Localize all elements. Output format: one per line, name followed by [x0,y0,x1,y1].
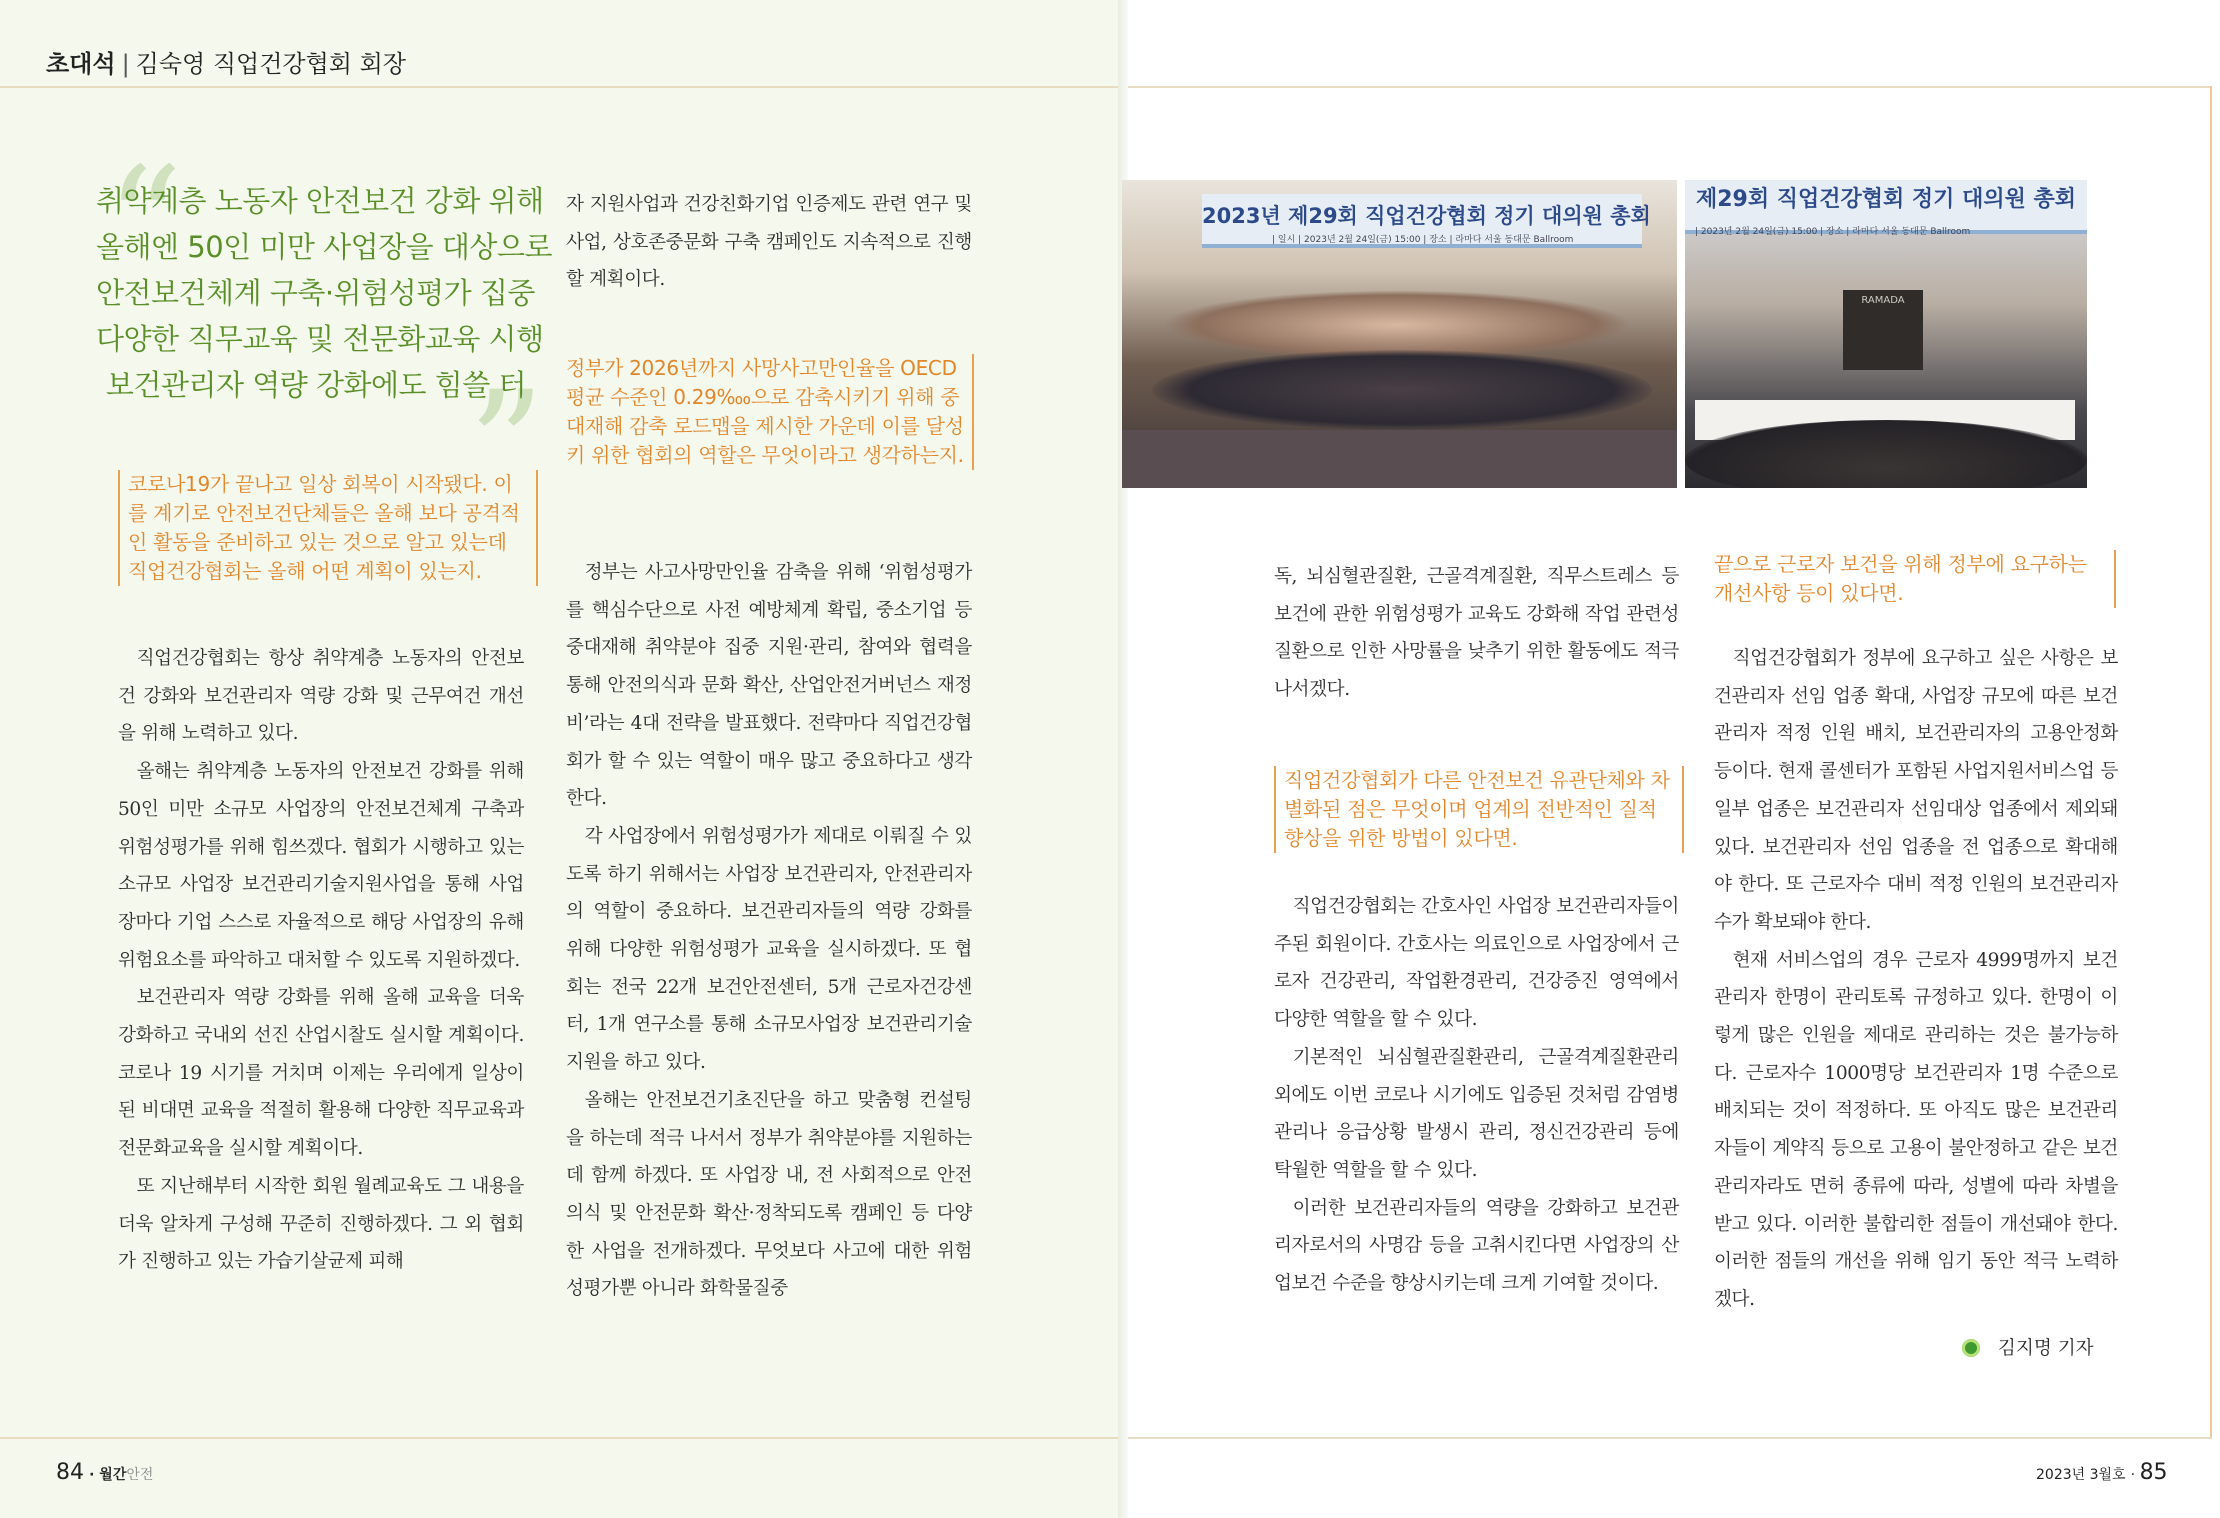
end-mark-icon [1962,1339,1980,1357]
question-2: 정부가 2026년까지 사망사고만인율을 OECD 평균 수준인 0.29‱으로 감축시키기 위해 중대재해 감축 로드맵을 제시한 가운데 이를 달성키 위한 협회의 역할은 무엇이라고 생각하는지. [566,354,974,470]
question-4: 끝으로 근로자 보건을 위해 정부에 요구하는 개선사항 등이 있다면. [1714,550,2116,608]
paragraph: 직업건강협회가 정부에 요구하고 싶은 사항은 보건관리자 선임 업종 확대, 사업장 규모에 따른 보건관리자 적정 인원 배치, 보건관리자의 고용안정화 등이다. 현재 콜센터가 포함된 사업지원서비스업 등 일부 업종은 보건관리자 선임대상 업종에서 제외돼 있다. 보건관리자 선임 업종을 전 업종으로 확대해야 한다. 또 근로자수 대비 적정 인원의 보건관리자수가 확보돼야 한다. [1714,648,2118,933]
running-header: 초대석 | 김숙영 직업건강협회 회장 [46,50,406,78]
magazine-name-b: 안전 [126,1467,154,1483]
magazine-name-a: 월간 [99,1467,127,1483]
page-number-left: 84 [56,1460,84,1485]
top-rule-right [1128,86,2212,88]
column-3 [1274,888,1679,1303]
column-3-top [1274,558,1679,709]
photo-banner: 2023년 제29회 직업건강협회 정기 대의원 총회 [1202,194,1642,248]
paragraph: 보건관리자 역량 강화를 위해 올해 교육을 더욱 강화하고 국내외 선진 산업시찰도 실시할 계획이다. 코로나 19 시기를 거치며 이제는 우리에게 일상이 된 비대면 교육을 적절히 활용해 다양한 직무교육과 전문화교육을 실시할 계획이다. [118,987,524,1160]
page-number-right: 85 [2139,1460,2168,1485]
paragraph: 정부는 사고사망만인율 감축을 위해 ‘위험성평가를 핵심수단으로 사전 예방체계 확립, 중소기업 등 중대재해 취약분야 집중 지원·관리, 참여와 협력을 통해 안전의식과 문화 확산, 산업안전거버넌스 재정비’라는 4대 전략을 발표했다. 전략마다 직업건강협회가 할 수 있는 역할이 매우 많고 중요하다고 생각한다. [566,562,972,810]
column-2-top [566,186,972,299]
right-edge-line [2210,86,2212,1437]
paragraph: 이러한 보건관리자들의 역량을 강화하고 보건관리자로서의 사명감 등을 고취시킨다면 사업장의 산업보건 수준을 향상시키는데 크게 기여할 것이다. [1274,1197,1679,1295]
paragraph: 올해는 안전보건기초진단을 하고 맞춤형 컨설팅을 하는데 적극 나서서 정부가 취약분야를 지원하는데 함께 하겠다. 또 사업장 내, 전 사회적으로 안전의식 및 안전문화 확산·정착되도록 캠페인 등 다양한 사업을 전개하겠다. 무엇보다 사고에 대한 위험성평가뿐 아니라 화학물질중 [566,1089,972,1300]
byline-author: 김지명 기자 [1997,1338,2094,1359]
pull-quote-line: 올해엔 50인 미만 사업장을 대상으로 [96,230,552,264]
photo-podium: RAMADA [1843,290,1923,370]
paragraph: 또 지난해부터 시작한 회원 월례교육도 그 내용을 더욱 알차게 구성해 꾸준히 진행하겠다. 그 외 협회가 진행하고 있는 가습기살균제 피해 [118,1175,524,1273]
question-1: 코로나19가 끝나고 일상 회복이 시작됐다. 이를 계기로 안전보건단체들은 올해 보다 공격적인 활동을 준비하고 있는 것으로 알고 있는데 직업건강협회는 올해 어떤 계획이 있는지. [118,470,538,586]
pull-quote-line: 보건관리자 역량 강화에도 힘쓸 터 [105,368,526,402]
pull-quote-line: 안전보건체계 구축·위험성평가 집중 [96,276,535,310]
footer-right: 2023년 3월호 · 85 [2036,1460,2168,1485]
bottom-rule-left [0,1437,1118,1439]
photo-group-assembly [1122,180,1677,488]
photo-banner-sub: | 2023년 2월 24일(금) 15:00 | 장소 | 라마다 서울 동대문 Ballroom [1695,227,1971,237]
paragraph: 직업건강협회는 간호사인 사업장 보건관리자들이 주된 회원이다. 간호사는 의료인으로 사업장에서 근로자 건강관리, 작업환경관리, 건강증진 영역에서 다양한 역할을 할 수 있다. [1274,896,1679,1031]
header-section: 초대석 [46,50,116,78]
question-3: 직업건강협회가 다른 안전보건 유관단체와 차별화된 점은 무엇이며 업계의 전반적인 질적 향상을 위한 방법이 있다면. [1274,766,1684,853]
photo-crowd-front [1152,350,1652,430]
close-quote-icon: ” [468,360,545,534]
bottom-rule-right [1128,1437,2212,1439]
photo-meeting-hall [1685,180,2087,488]
paragraph: 기본적인 뇌심혈관질환관리, 근골격계질환관리 외에도 이번 코로나 시기에도 입증된 것처럼 감염병 관리나 응급상황 발생시 관리, 정신건강관리 등에 탁월한 역할을 할 수 있다. [1274,1046,1679,1181]
column-1 [118,640,524,1281]
footer-left: 84 · 월간안전 [56,1460,154,1485]
column-2 [566,554,972,1308]
paragraph: 독, 뇌심혈관질환, 근골격계질환, 직무스트레스 등 보건에 관한 위험성평가 교육도 강화해 작업 관련성질환으로 인한 사망률을 낮추기 위한 활동에도 적극 나서겠다. [1274,566,1679,701]
paragraph: 올해는 취약계층 노동자의 안전보건 강화를 위해 50인 미만 소규모 사업장의 안전보건체계 구축과 위험성평가를 위해 힘쓰겠다. 협회가 시행하고 있는 소규모 사업장 보건관리기술지원사업을 통해 사업장마다 기업 스스로 자율적으로 해당 사업장의 유해 위험요소를 파악하고 대처할 수 있도록 지원하겠다. [118,761,524,971]
header-subject: 김숙영 직업건강협회 회장 [135,50,406,78]
top-rule-left [0,86,1118,88]
pull-quote [96,178,552,408]
issue-date: 2023년 3월호 [2036,1467,2126,1483]
photo-banner-sub: | 일시 | 2023년 2월 24일(금) 15:00 | 장소 | 라마다 서울 동대문 Ballroom [1272,235,1574,245]
open-quote-icon: “ [106,136,183,310]
paragraph: 직업건강협회는 항상 취약계층 노동자의 안전보건 강화와 보건관리자 역량 강화 및 근무여건 개선을 위해 노력하고 있다. [118,648,524,745]
photo-banner: 제29회 직업건강협회 정기 대의원 총회 [1685,180,2087,234]
column-4 [1714,640,2118,1319]
byline [1960,1334,2094,1360]
paragraph: 각 사업장에서 위험성평가가 제대로 이뤄질 수 있도록 하기 위해서는 사업장 보건관리자, 안전관리자의 역할이 중요하다. 보건관리자들의 역량 강화를 위해 다양한 위험성평가 교육을 실시하겠다. 또 협회는 전국 22개 보건안전센터, 5개 근로자건강센터, 1개 연구소를 통해 소규모사업장 보건관리기술지원을 하고 있다. [566,825,972,1074]
paragraph: 자 지원사업과 건강친화기업 인증제도 관련 연구 및 사업, 상호존중문화 구축 캠페인도 지속적으로 진행할 계획이다. [566,194,972,291]
pull-quote-line: 취약계층 노동자 안전보건 강화 위해 [96,184,544,218]
paragraph: 현재 서비스업의 경우 근로자 4999명까지 보건관리자 한명이 관리토록 규정하고 있다. 한명이 이렇게 많은 인원을 제대로 관리하는 것은 불가능하다. 근로자수 1000명당 보건관리자 1명 수준으로 배치되는 것이 적정하다. 또 아직도 많은 보건관리자들이 계약직 등으로 고용이 불안정하고 같은 보건관리자라도 면허 종류에 따라, 성별에 따라 차별을 받고 있다. 이러한 불합리한 점들이 개선돼야 한다. 이러한 점들의 개선을 위해 임기 동안 적극 노력하겠다. [1714,949,2118,1310]
pull-quote-line: 다양한 직무교육 및 전문화교육 시행 [96,322,544,356]
photo-floor [1122,430,1677,488]
